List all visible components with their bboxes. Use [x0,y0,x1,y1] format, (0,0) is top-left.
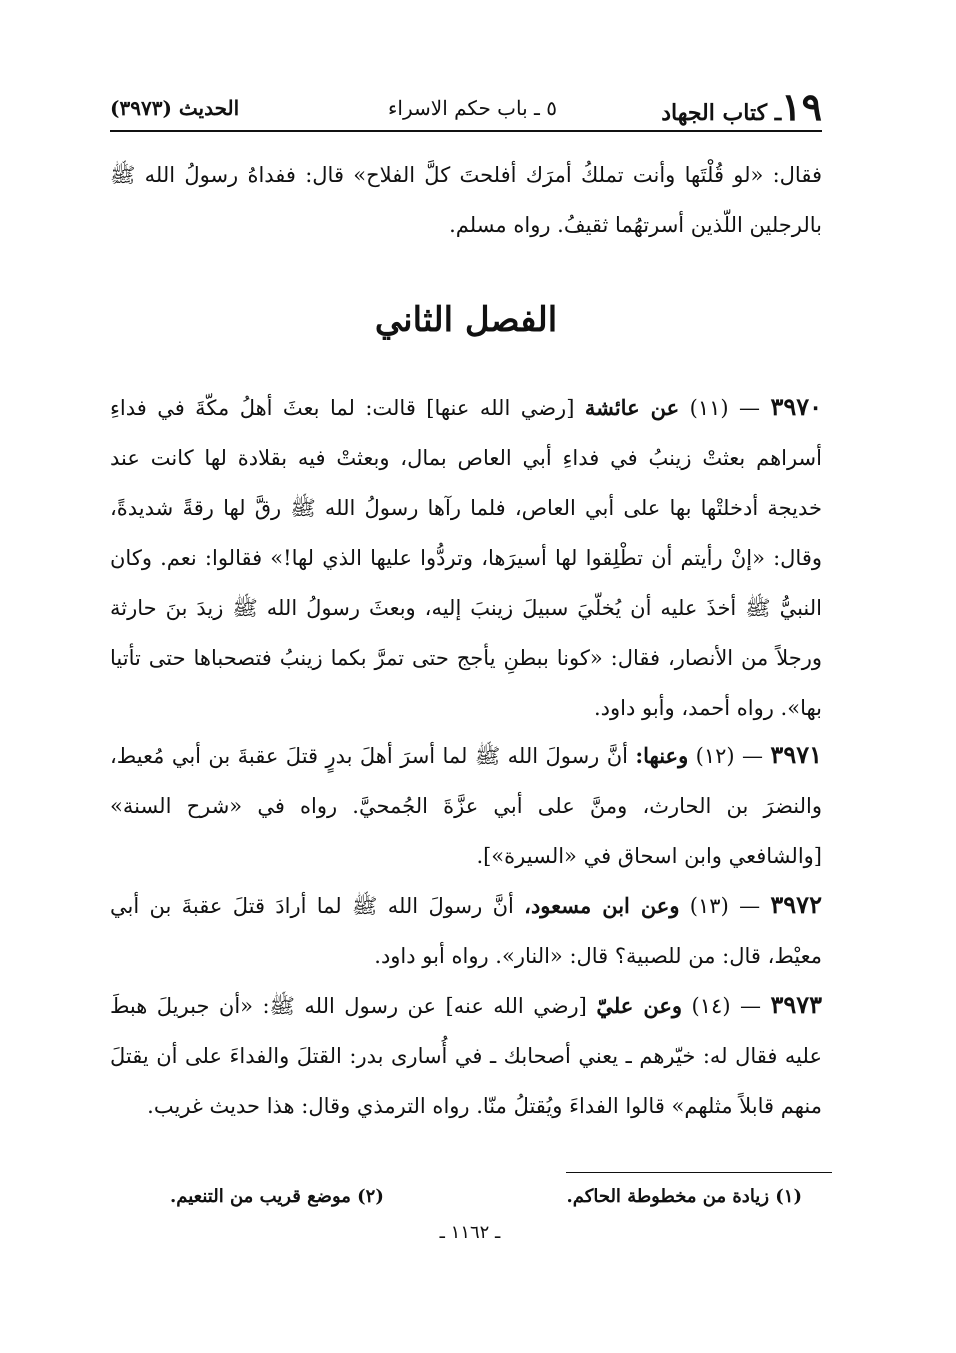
hadith-body: أنَّ رسولَ الله ﷺ لما أرادَ قتلَ عقبةَ بن أبي معيْط، قال: من للصبية؟ قال: «النار». رواه أبو داود. [110,894,822,968]
book-heading [661,84,822,129]
hadith-3973: ٣٩٧٣ — (١٤) وعن عليّ [رضي الله عنه] عن رسول الله ﷺ: «أن جبريلَ هبطَ عليه فقال له: خيّرهم ـ يعني أصحابك ـ في أُسارى بدر: القتلَ والفداءَ على أن يقتلَ منهم قابلاً مثلهم» قالوا الفداءَ ويُقتلُ منّا. رواه الترمذي وقال: هذا حديث غريب. [110,990,822,1118]
hadith-number: ٣٩٧٠ [770,392,823,421]
hadith-subnumber: (١٢) [695,744,735,768]
book-title: ـ كتاب الجهاد [661,100,782,126]
hadith-number: ٣٩٧٢ [770,890,822,919]
hadith-range: الحديث (٣٩٧٣) [110,96,240,120]
hadith-subnumber: (١٤) [691,994,731,1018]
hadith-number: ٣٩٧٣ [770,990,822,1019]
footnotes [110,1182,822,1216]
footnote-1: (١) زيادة من مخطوطة الحاكم. [566,1186,802,1207]
hadith-body: [رضي الله عنها] قالت: لما بعثَ أهلُ مكّةَ في فداءِ أسراهم بعثتْ زينبُ في فداءِ أبي العاص بمال، وبعثتْ فيه بقلادة لها كانت عند خديجة أدخلتْها بها على أبي العاص، فلما رآها رسولُ الله ﷺ رقَّ لها رقةً شديدةً، وقال: «إنْ رأيتم أن تطْلِقوا لها أسيرَها، وتردُّوا عليها الذي لها!» فقالوا: نعم. وكان النبيُّ ﷺ أخذَ عليه أن يُخلّيَ سبيلَ زينبَ إليه، وبعثَ رسولُ الله ﷺ زيدَ بنَ حارثة ورجلاً من الأنصار، فقال: «كونا ببطنِ يأجج حتى تمرَّ بكما زينبُ فتصحباها حتى تأتيا بها». رواه أحمد، وأبو داود. [110,396,822,720]
hadith-3970: ٣٩٧٠ — (١١) عن عائشة [رضي الله عنها] قالت: لما بعثَ أهلُ مكّةَ في فداءِ أسراهم بعثتْ زينبُ في فداءِ أبي العاص بمال، وبعثتْ فيه بقلادة لها كانت عند خديجة أدخلتْها بها على أبي العاص، فلما رآها رسولُ الله ﷺ رقَّ لها رقةً شديدةً، وقال: «إنْ رأيتم أن تطْلِقوا لها أسيرَها، وتردُّوا عليها الذي لها!» فقالوا: نعم. وكان النبيُّ ﷺ أخذَ عليه أن يُخلّيَ سبيلَ زينبَ إليه، وبعثَ رسولُ الله ﷺ زيدَ بنَ حارثة ورجلاً من الأنصار، فقال: «كونا ببطنِ يأجج حتى تمرَّ بكما زينبُ فتصحباها حتى تأتيا بها». رواه أحمد، وأبو داود. [110,392,823,720]
hadith-subnumber: (١١) [689,396,729,420]
section-title: الفصل الثاني [374,300,558,340]
hadith-narrator: وعن ابن مسعود، [524,893,680,918]
book-number: ١٩ [781,84,822,129]
hadith-3972: ٣٩٧٢ — (١٣) وعن ابن مسعود، أنَّ رسولَ الله ﷺ لما أرادَ قتلَ عقبةَ بن أبي معيْط، قال: من للصبية؟ قال: «النار». رواه أبو داود. [110,890,822,968]
hadith-body: [رضي الله عنه] عن رسول الله ﷺ: «أن جبريلَ هبطَ عليه فقال له: خيّرهم ـ يعني أصحابك ـ في أُسارى بدر: القتلَ والفداءَ على أن يقتلَ منهم قابلاً مثلهم» قالوا الفداءَ ويُقتلُ منّا. رواه الترمذي وقال: هذا حديث غريب. [110,994,822,1118]
page-header [110,78,822,130]
hadith-3971: ٣٩٧١ — (١٢) وعنها: أنَّ رسولَ الله ﷺ لما أسرَ أهلَ بدرٍ قتلَ عقبةَ بن أبي مُعيط، والنضرَ بن الحارث، ومنَّ على أبي عزَّةَ الجُمحيَّ. رواه في «شرح السنة» [والشافعي وابن اسحاق في «السيرة»]. [110,740,822,868]
intro-paragraph: فقال: «لو قُلْتَها وأنت تملكُ أمرَك أفلحتَ كلَّ الفلاح» قال: ففداهُ رسولُ الله ﷺ بالرجلين اللّذين أسرتهُما ثقيفُ. رواه مسلم. [110,163,822,237]
hadith-subnumber: (١٣) [689,894,729,918]
hadith-body: أنَّ رسولَ الله ﷺ لما أسرَ أهلَ بدرٍ قتلَ عقبةَ بن أبي مُعيط، والنضرَ بن الحارث، ومنَّ على أبي عزَّةَ الجُمحيَّ. رواه في «شرح السنة» [والشافعي وابن اسحاق في «السيرة»]. [110,744,822,868]
hadith-narrator: عن عائشة [584,395,680,420]
chapter-title: ٥ ـ باب حكم الاسراء [388,96,557,120]
page-number: ـ ١١٦٢ ـ [439,1222,501,1243]
footnote-2: (٢) موضع قريب من التنعيم. [170,1186,384,1207]
hadith-number: ٣٩٧١ [770,740,822,769]
hadith-narrator: وعن عليّ [596,993,683,1018]
footnote-rule [566,1172,832,1173]
hadith-narrator: وعنها: [635,743,689,768]
header-rule [110,130,822,132]
